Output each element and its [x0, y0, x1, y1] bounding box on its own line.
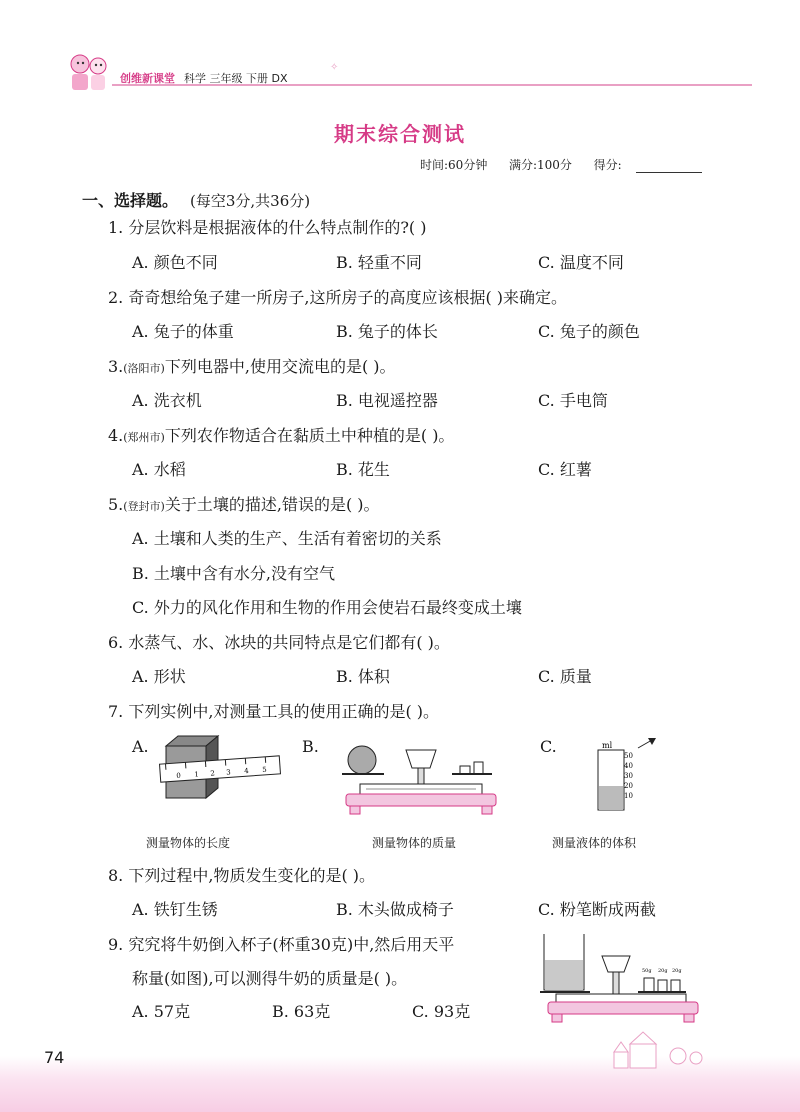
question-9-line1: 9. 究究将牛奶倒入杯子(杯重30克)中,然后用天平 [108, 935, 455, 954]
question-5 [108, 495, 380, 517]
q7-option-a[interactable]: A. [132, 737, 149, 756]
q4-option-a[interactable]: A. 水稻 [132, 460, 186, 479]
header-brand: 创维新课堂 [120, 72, 175, 85]
ruler-tick-1: 1 [194, 770, 200, 779]
section-note: (每空3分,共36分) [190, 192, 311, 210]
castle-icon [600, 1030, 710, 1070]
q9-figure-balance [538, 930, 708, 1024]
cyl-tick-40: 40 [624, 762, 633, 770]
q7-caption-c: 测量液体的体积 [552, 836, 637, 850]
question-3 [108, 357, 396, 379]
q6-option-a[interactable]: A. 形状 [132, 667, 186, 686]
q2-option-c[interactable]: C. 兔子的颜色 [538, 322, 640, 341]
question-2: 2. 奇奇想给兔子建一所房子,这所房子的高度应该根据( )来确定。 [108, 288, 568, 307]
q8-option-b[interactable]: B. 木头做成椅子 [336, 900, 454, 919]
q7-caption-a: 测量物体的长度 [146, 836, 231, 850]
score-label: 得分: [593, 158, 622, 172]
q2-option-b[interactable]: B. 兔子的体长 [336, 322, 438, 341]
weight-20g-a: 20g [658, 968, 668, 974]
q7-figure-cylinder [592, 736, 662, 816]
q1-option-b[interactable]: B. 轻重不同 [336, 253, 422, 272]
q5-option-a[interactable]: A. 土壤和人类的生产、生活有着密切的关系 [132, 529, 442, 548]
star-icon: ✧ [330, 62, 339, 73]
q7-figure-ruler [156, 730, 286, 804]
weight-20g-b: 20g [672, 968, 682, 974]
q1-option-a[interactable]: A. 颜色不同 [132, 253, 218, 272]
header-mascot [66, 50, 112, 94]
question-8: 8. 下列过程中,物质发生变化的是( )。 [108, 866, 376, 885]
question-6: 6. 水蒸气、水、冰块的共同特点是它们都有( )。 [108, 633, 450, 652]
q9-option-a[interactable]: A. 57克 [132, 1002, 191, 1021]
section-heading: 一、选择题。 [82, 191, 179, 210]
q4-source: (郑州市) [123, 431, 165, 444]
q3-option-a[interactable]: A. 洗衣机 [132, 391, 202, 410]
q2-option-a[interactable]: A. 兔子的体重 [132, 322, 234, 341]
q4-stem: 下列农作物适合在黏质土中种植的是( )。 [164, 426, 455, 445]
cyl-tick-30: 30 [624, 772, 633, 780]
q6-option-b[interactable]: B. 体积 [336, 667, 390, 686]
q5-stem: 关于土壤的描述,错误的是( )。 [164, 495, 380, 514]
q5-option-c[interactable]: C. 外力的风化作用和生物的作用会使岩石最终变成土壤 [132, 598, 522, 617]
question-4 [108, 426, 454, 448]
q9-option-c[interactable]: C. 93克 [412, 1002, 471, 1021]
question-1: 1. 分层饮料是根据液体的什么特点制作的?( ) [108, 218, 427, 237]
q8-option-a[interactable]: A. 铁钉生锈 [132, 900, 218, 919]
q3-number: 3. [108, 357, 124, 376]
q9-option-b[interactable]: B. 63克 [272, 1002, 331, 1021]
full-score-label: 满分:100分 [508, 158, 572, 172]
q7-option-c[interactable]: C. [540, 737, 557, 756]
q1-option-c[interactable]: C. 温度不同 [538, 253, 624, 272]
cyl-tick-10: 10 [624, 792, 633, 800]
q7-figure-balance [336, 738, 506, 818]
question-7: 7. 下列实例中,对测量工具的使用正确的是( )。 [108, 702, 440, 721]
q7-option-b[interactable]: B. [302, 737, 319, 756]
time-label: 时间:60分钟 [420, 158, 488, 172]
q3-stem: 下列电器中,使用交流电的是( )。 [164, 357, 396, 376]
ruler-tick-0: 0 [176, 771, 182, 781]
cylinder-unit: ml [602, 741, 613, 750]
q4-number: 4. [108, 426, 124, 445]
cyl-tick-20: 20 [624, 782, 633, 790]
ruler-tick-3: 3 [225, 768, 232, 777]
ruler-tick-4: 4 [243, 767, 249, 776]
weight-50g: 50g [642, 968, 652, 974]
q4-option-b[interactable]: B. 花生 [336, 460, 390, 479]
q3-option-b[interactable]: B. 电视遥控器 [336, 391, 438, 410]
page-title: 期末综合测试 [334, 122, 466, 146]
q3-source: (洛阳市) [123, 362, 165, 375]
q4-option-c[interactable]: C. 红薯 [538, 460, 592, 479]
exam-meta [420, 156, 622, 173]
q5-number: 5. [108, 495, 124, 514]
q3-option-c[interactable]: C. 手电筒 [538, 391, 608, 410]
q6-option-c[interactable]: C. 质量 [538, 667, 592, 686]
ruler-tick-2: 2 [210, 769, 216, 778]
page-number: 74 [44, 1048, 65, 1067]
q5-option-b[interactable]: B. 土壤中含有水分,没有空气 [132, 564, 336, 583]
ruler-tick-5: 5 [261, 765, 267, 775]
score-blank[interactable] [636, 172, 702, 173]
q8-option-c[interactable]: C. 粉笔断成两截 [538, 900, 656, 919]
header-subject: 科学 三年级 下册 DX [184, 72, 288, 85]
q5-source: (登封市) [123, 500, 165, 513]
q7-caption-b: 测量物体的质量 [372, 836, 457, 850]
question-9-line2: 称量(如图),可以测得牛奶的质量是( )。 [132, 969, 408, 988]
cyl-tick-50: 50 [624, 752, 633, 760]
